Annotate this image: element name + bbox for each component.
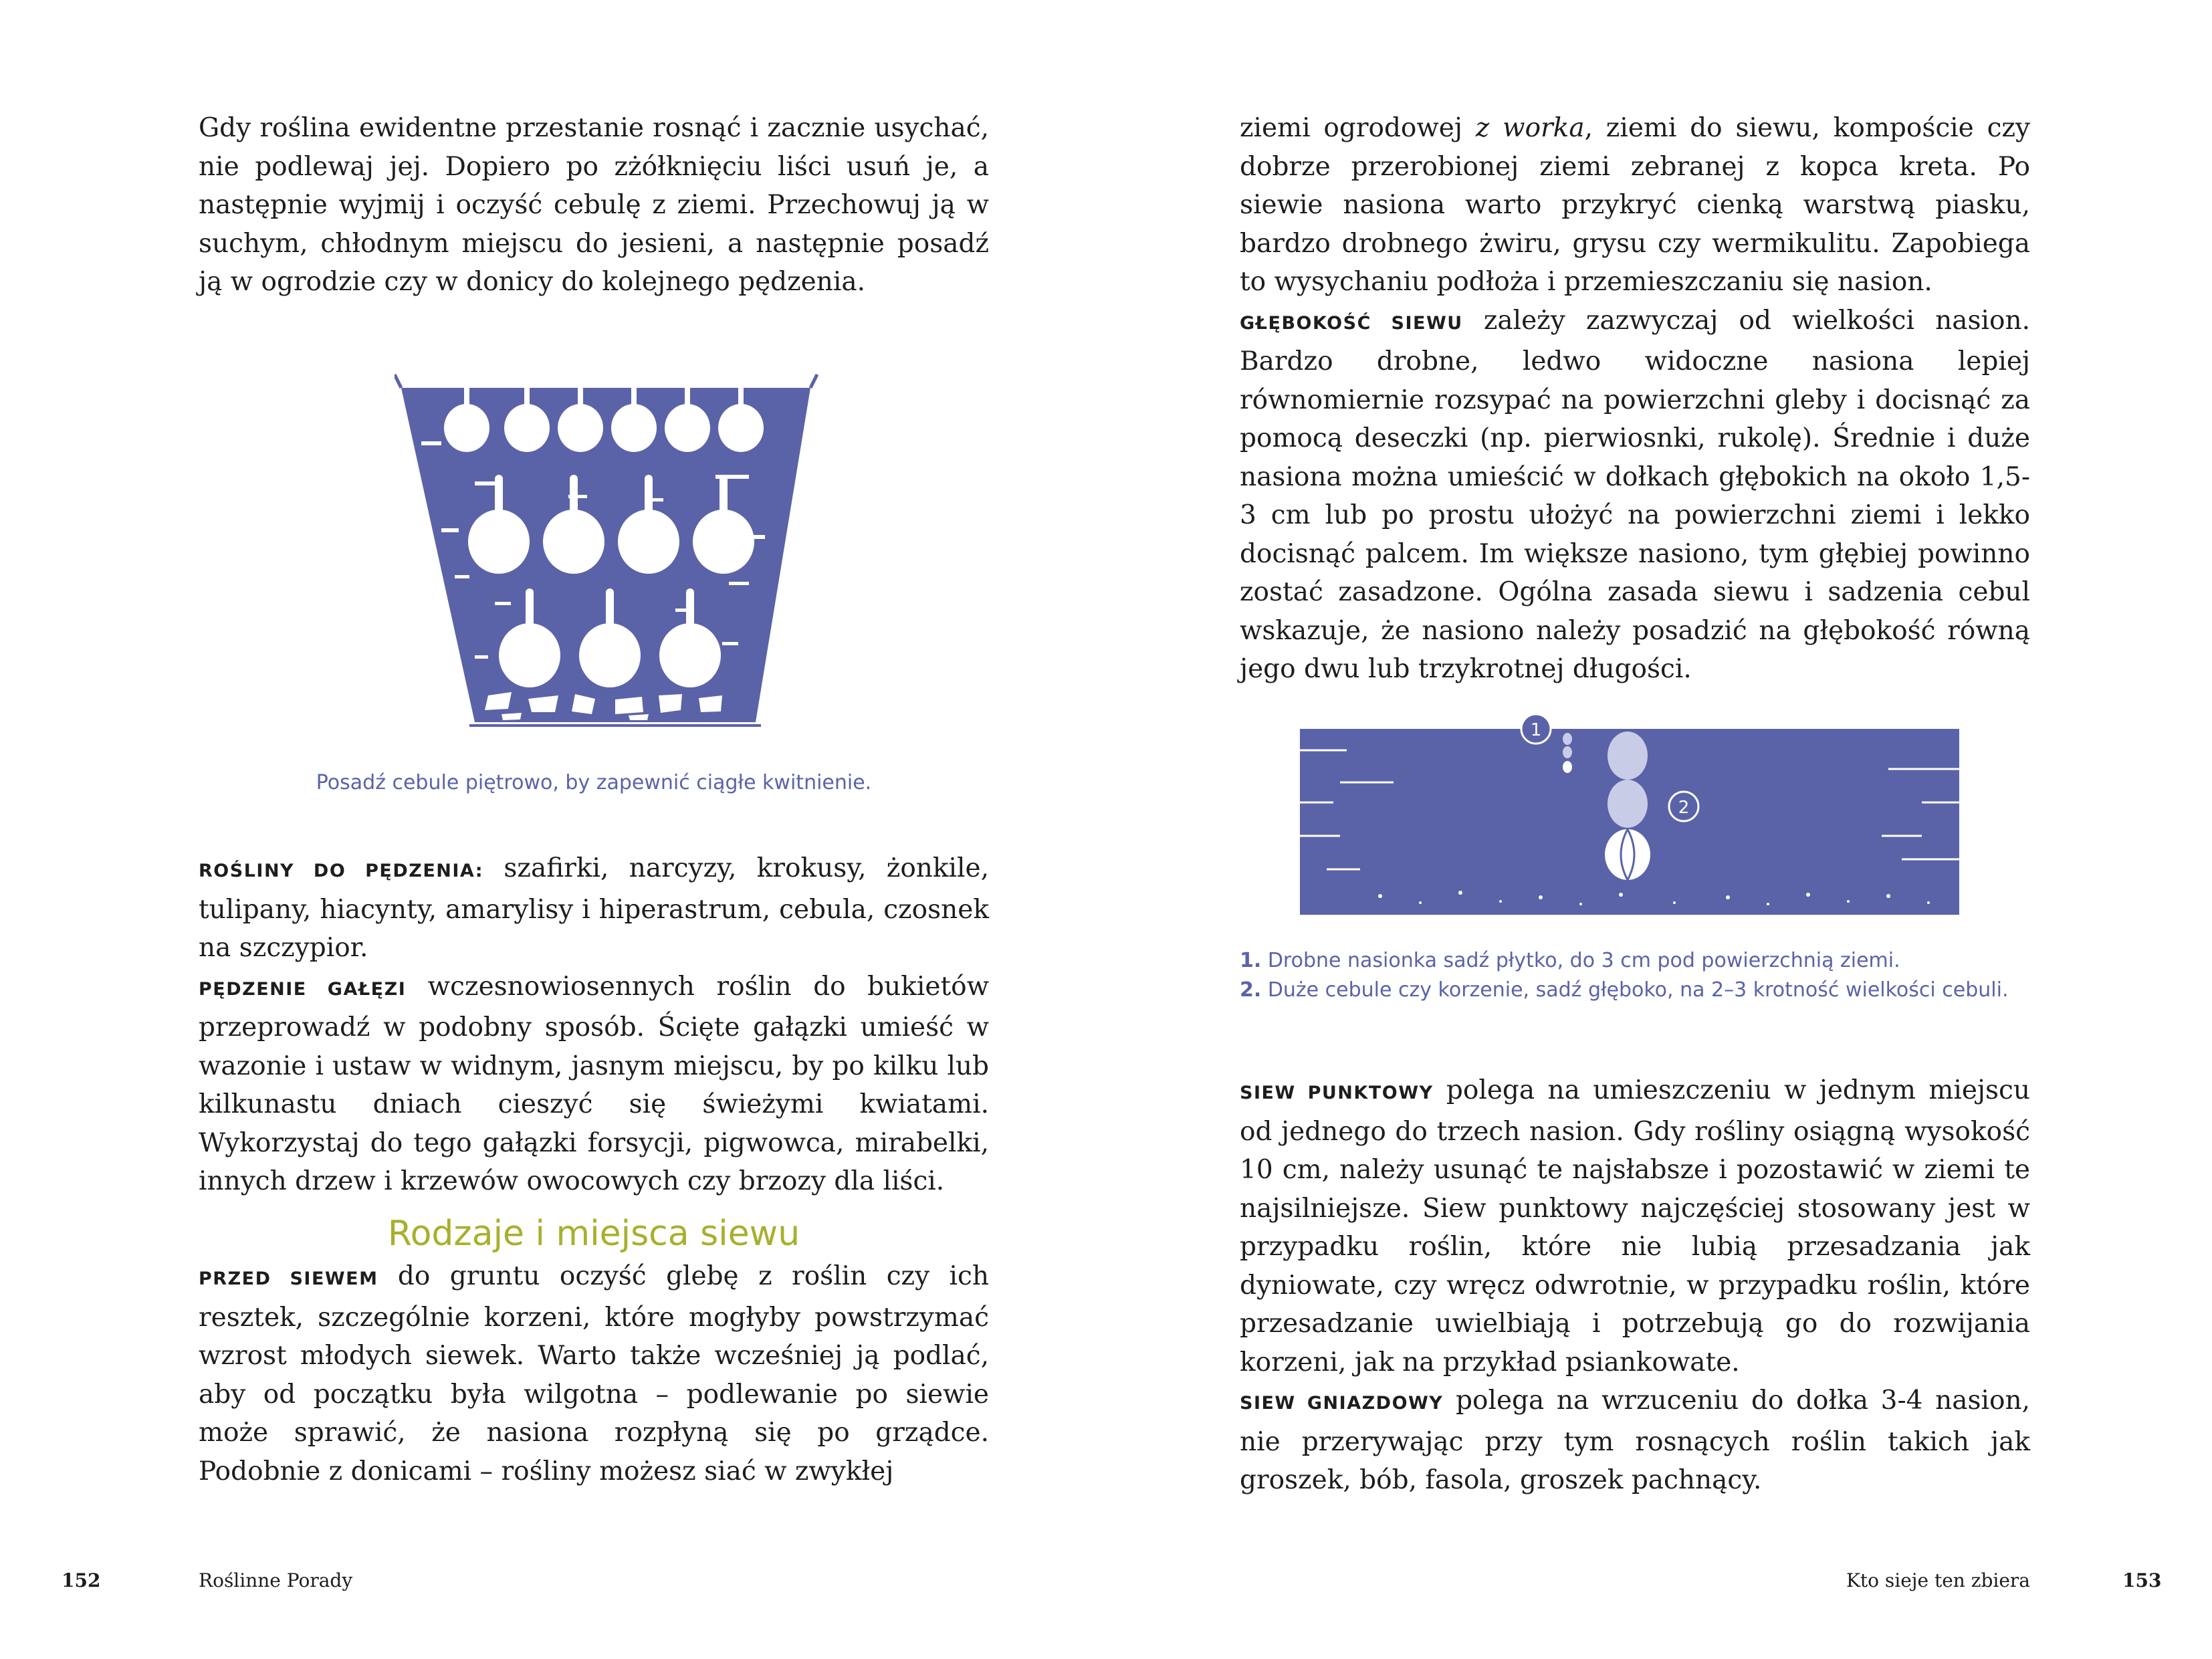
forcing-section: ROŚLINY DO PĘDZENIA: szafirki, narcyzy, krokusy, żonkile, tulipany, hiacynty, amarylisy i hiperastrum, cebula, czosnek na szczypior. PĘDZENIE GAŁĘZI wczesnowiosennych roślin do bukietów przeprowadź w podobny sposób. Ścięte gałązki umieść w wazonie i ustaw w widnym, jasnym miejscu, by po kilku lub kilkunastu dniach cieszyć się świeżymi kwiatami. Wykorzystaj do tego gałązki forsycji, pigwowca, mirabelki, innych drzew i krzewów owocowych czy brzozy dla liści.: [199, 853, 989, 1196]
before-sowing-paragraph: PRZED SIEWEM do gruntu oczyść glebę z roślin czy ich resztek, szczególnie korzeni, które mogłyby powstrzymać wzrost młodych siewek. Warto także wcześniej ją podlać, aby od początku była wilgotna – podlewanie po siewie może sprawić, że nasiona rozpłyną się po grządce. Podobnie z donicami – rośliny możesz siać w zwykłej: [199, 1261, 989, 1486]
intro-paragraph: Gdy roślina ewidentne przestanie rosnąć i zacznie usychać, nie podlewaj jej. Dopiero po zżółknięciu liści usuń je, a następnie wyjmij i oczyść cebulę z ziemi. Przechowuj ją w suchym, chłodnym miejscu do jesieni, a następnie posadź ją w ogrodzie czy w donicy do kolejnego pędzenia.: [199, 113, 989, 297]
sowing-methods-section: SIEW PUNKTOWY polega na umieszczeniu w jednym miejscu od jednego do trzech nasion. Gdy rośliny osiągną wysokość 10 cm, należy usunąć te najsłabsze i pozostawić w ziemi te najsilniejsze. Siew punktowy najczęściej stosowany jest w przypadku roślin, które nie lubią przesadzania jak dyniowate, czy wręcz odwrotnie, w przypadku roślin, które przesadzanie uwielbiają i potrzebują go do rozwijania korzeni, jak na przykład psiankowate. SIEW GNIAZDOWY polega na wrzuceniu do dołka 3-4 nasion, nie przerywając przy tym rosnących roślin takich jak groszek, bób, fasola, groszek pachnący.: [1240, 1075, 2031, 1495]
pot-figure-caption: Posadź cebule piętrowo, by zapewnić ciągłe kwitnienie.: [316, 771, 872, 794]
figure-marker-1: 1: [1530, 720, 1542, 740]
nest-sowing-label: SIEW GNIAZDOWY: [1240, 1393, 1444, 1414]
point-sowing-label: SIEW PUNKTOWY: [1240, 1083, 1434, 1103]
depth-figure-caption: 1. Drobne nasionka sadź płytko, do 3 cm pod powierzchnią ziemi. 2. Duże cebule czy korzenie, sadź głęboko, na 2–3 krotność wielkości cebuli.: [1240, 949, 2009, 1002]
soil-paragraph: ziemi ogrodowej z worka, ziemi do siewu, kompoście czy dobrze przerobionej ziemi zebranej z kopca kreta. Po siewie nasiona warto przykryć cienką warstwą piasku, bardzo drobnego żwiru, grysu czy wermikulitu. Zapobiega to wysychaniu podłoża i przemieszczaniu się nasion. GŁĘBOKOŚĆ SIEWU zależy zazwyczaj od wielkości nasion. Bardzo drobne, ledwo widoczne nasiona lepiej równomiernie rozsypać na powierzchni gleby i docisnąć za pomocą deseczki (np. pierwiosnki, rukolę). Średnie i duże nasiona można umieścić w dołkach głębokich na około 1,5-3 cm lub po prostu ułożyć na powierzchni ziemi i lekko docisnąć palcem. Im większe nasiono, tym głębiej powinno zostać zasadzone. Ogólna zasada siewu i sadzenia cebul wskazuje, że nasiono należy posadzić na głębokość równą jego dwu lub trzykrotnej długości.: [1240, 113, 2030, 684]
plants-label: ROŚLINY DO PĘDZENIA:: [199, 861, 484, 881]
layered-bulbs-pot-illustration: [395, 361, 822, 729]
figure-marker-2: 2: [1678, 798, 1690, 818]
page-number-right: 153: [2122, 1569, 2162, 1591]
depth-label: GŁĘBOKOŚĆ SIEWU: [1240, 312, 1463, 334]
running-title-left: Roślinne Porady: [199, 1569, 353, 1591]
branches-label: PĘDZENIE GAŁĘZI: [199, 978, 407, 1000]
right-page: [1106, 0, 2212, 1659]
before-sowing-label: PRZED SIEWEM: [199, 1268, 378, 1289]
section-heading: Rodzaje i miejsca siewu: [387, 1214, 800, 1254]
page-number-left: 152: [62, 1569, 101, 1591]
running-title-right: Kto sieje ten zbiera: [1846, 1569, 2030, 1591]
sowing-depth-illustration: [1300, 709, 1969, 916]
